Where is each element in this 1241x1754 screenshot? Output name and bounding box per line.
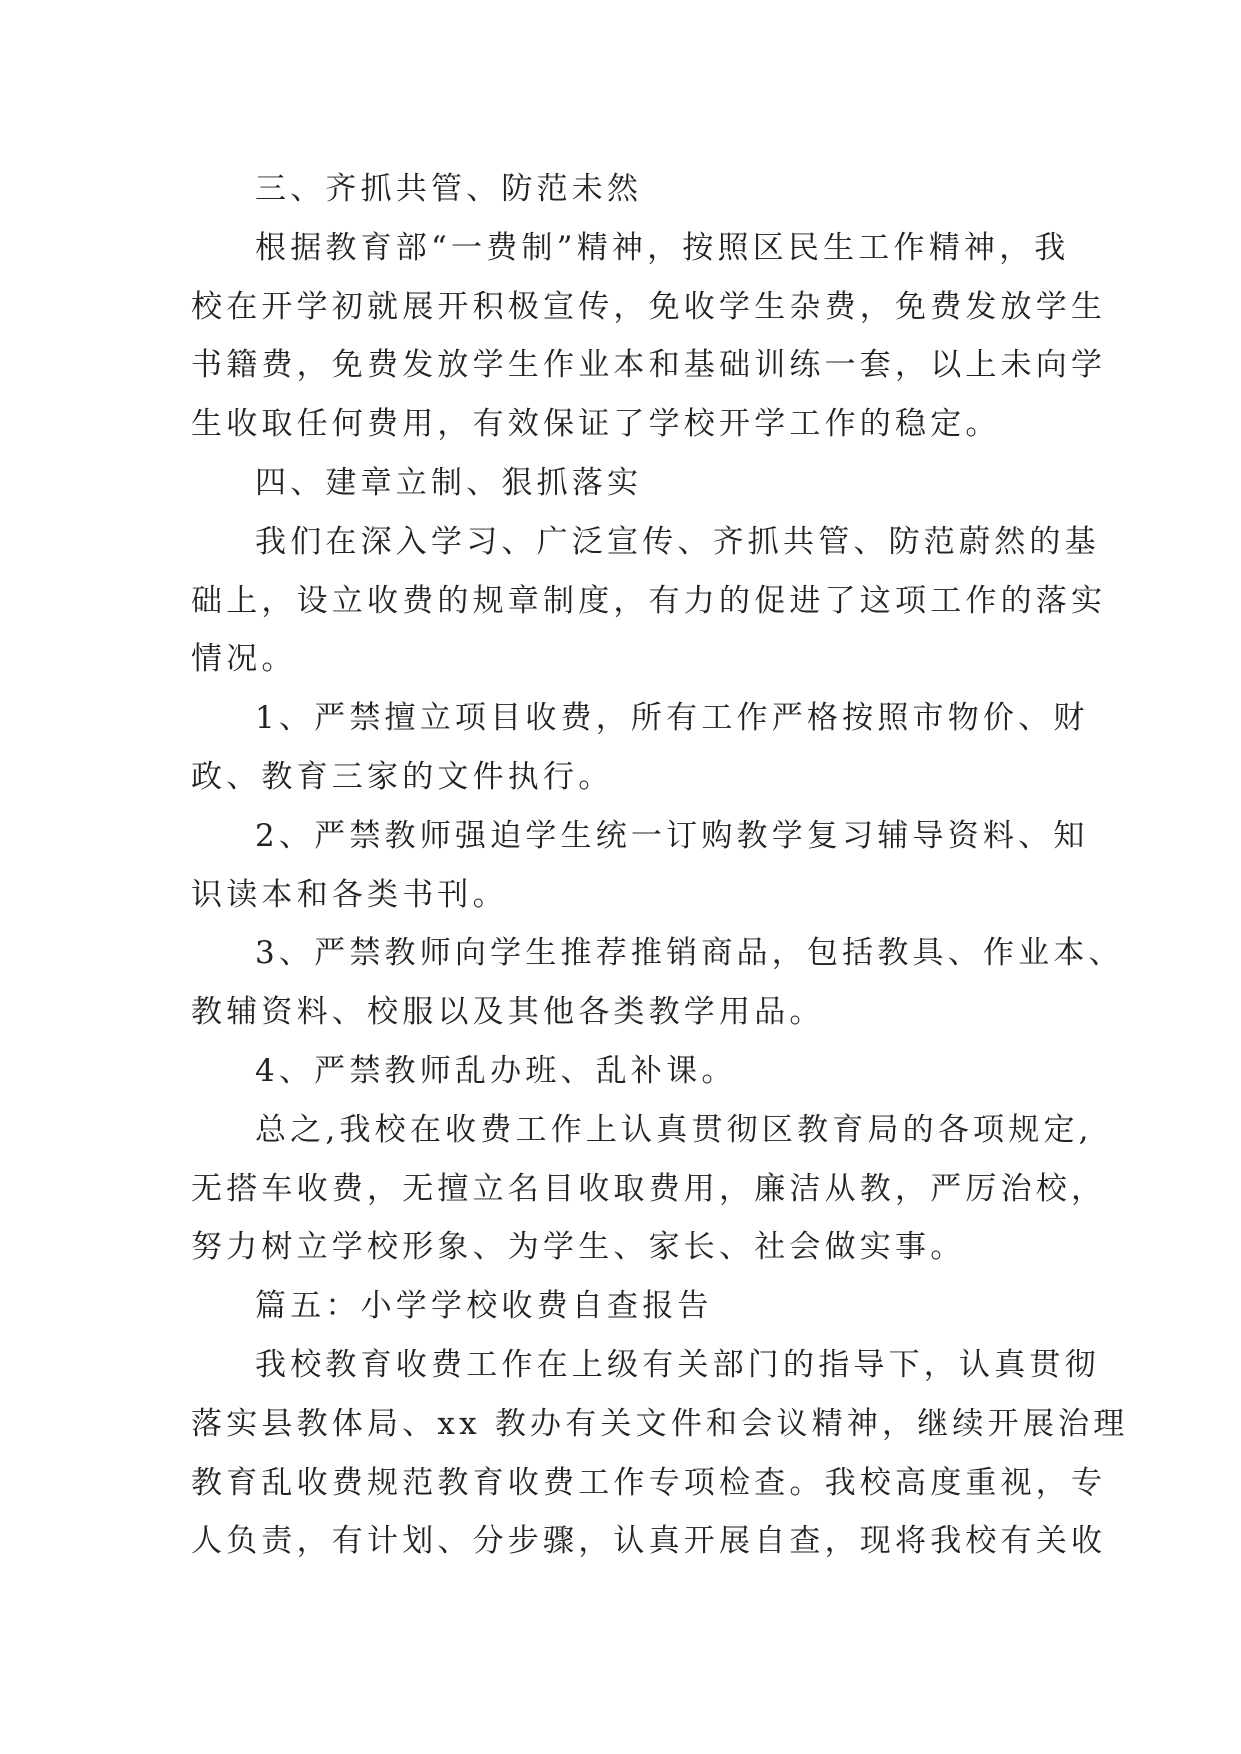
list-item-1-continued: 政、教育三家的文件执行。 bbox=[191, 758, 614, 795]
document-page bbox=[191, 160, 1129, 1571]
paragraph-line: 根据教育部“一费制”精神，按照区民生工作精神，我 bbox=[255, 229, 1070, 266]
list-item-3: 3、严禁教师向学生推荐推销商品，包括教具、作业本、 bbox=[255, 935, 1124, 972]
chapter-heading-five: 篇五：小学学校收费自查报告 bbox=[255, 1288, 713, 1325]
list-item-1: 1、严禁擅立项目收费，所有工作严格按照市物价、财 bbox=[255, 700, 1089, 737]
paragraph-line: 我校教育收费工作在上级有关部门的指导下，认真贯彻 bbox=[255, 1346, 1100, 1383]
paragraph-line: 书籍费，免费发放学生作业本和基础训练一套，以上未向学 bbox=[191, 347, 1107, 384]
paragraph-line: 生收取任何费用，有效保证了学校开学工作的稳定。 bbox=[191, 406, 1001, 443]
list-item-2: 2、严禁教师强迫学生统一订购教学复习辅导资料、知 bbox=[255, 817, 1089, 854]
summary-line: 无搭车收费，无擅立名目收取费用，廉洁从教，严厉治校， bbox=[191, 1170, 1107, 1207]
paragraph-line: 情况。 bbox=[191, 641, 297, 678]
paragraph-line: 础上，设立收费的规章制度，有力的促进了这项工作的落实 bbox=[191, 582, 1107, 619]
list-item-4: 4、严禁教师乱办班、乱补课。 bbox=[255, 1052, 737, 1089]
summary-line: 努力树立学校形象、为学生、家长、社会做实事。 bbox=[191, 1229, 966, 1266]
paragraph-line: 落实县教体局、xx 教办有关文件和会议精神，继续开展治理 bbox=[191, 1405, 1129, 1442]
paragraph-line: 教育乱收费规范教育收费工作专项检查。我校高度重视，专 bbox=[191, 1464, 1107, 1501]
section-heading-four: 四、建章立制、狠抓落实 bbox=[255, 464, 643, 501]
summary-line: 总之,我校在收费工作上认真贯彻区教育局的各项规定, bbox=[255, 1111, 1093, 1148]
paragraph-line: 我们在深入学习、广泛宣传、齐抓共管、防范蔚然的基 bbox=[255, 523, 1100, 560]
list-item-2-continued: 识读本和各类书刊。 bbox=[191, 876, 508, 913]
list-item-3-continued: 教辅资料、校服以及其他各类教学用品。 bbox=[191, 994, 825, 1031]
paragraph-line: 人负责，有计划、分步骤，认真开展自查，现将我校有关收 bbox=[191, 1523, 1107, 1560]
paragraph-line: 校在开学初就展开积极宣传，免收学生杂费，免费发放学生 bbox=[191, 288, 1107, 325]
section-heading-three: 三、齐抓共管、防范未然 bbox=[255, 171, 643, 207]
